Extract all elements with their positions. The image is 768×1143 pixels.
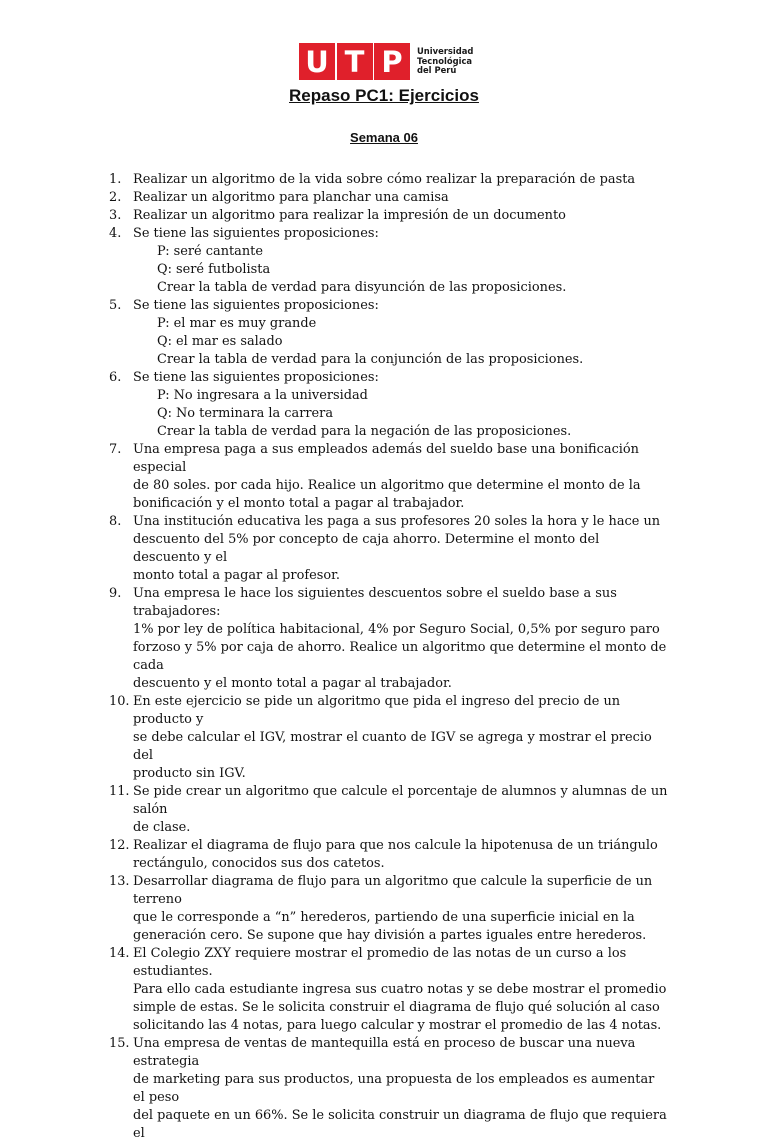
item-number: 8. bbox=[109, 514, 122, 529]
item-number: 4. bbox=[109, 226, 122, 241]
item-text-line: Se pide crear un algoritmo que calcule el porcentaje de alumnos y alumnas de un salón bbox=[133, 784, 668, 817]
item-sub-line: Q: seré futbolista bbox=[157, 262, 271, 277]
item-text-line: Realizar el diagrama de flujo para que nos calcule la hipotenusa de un triángulo bbox=[133, 838, 658, 853]
list-item bbox=[0, 207, 768, 225]
logo-letter-p: P bbox=[374, 43, 410, 80]
item-text-line: de clase. bbox=[133, 820, 191, 835]
item-text-line: producto sin IGV. bbox=[133, 766, 246, 781]
item-number: 14. bbox=[109, 946, 130, 961]
item-text-line: monto total a pagar al profesor. bbox=[133, 568, 340, 583]
utp-logo bbox=[299, 43, 473, 80]
item-text-line: Se tiene las siguientes proposiciones: bbox=[133, 226, 379, 241]
list-item bbox=[0, 1035, 768, 1143]
item-number: 3. bbox=[109, 208, 122, 223]
item-text-line: En este ejercicio se pide un algoritmo que pida el ingreso del precio de un producto y bbox=[133, 694, 621, 727]
item-text-line: solicitando las 4 notas, para luego calcular y mostrar el promedio de las 4 notas. bbox=[133, 1018, 662, 1033]
item-number: 10. bbox=[109, 694, 130, 709]
exercise-list bbox=[0, 171, 768, 1143]
item-sub-line: Q: No terminara la carrera bbox=[157, 406, 334, 421]
item-text-line: simple de estas. Se le solicita construir el diagrama de flujo qué solución al caso bbox=[133, 1000, 660, 1015]
list-item bbox=[0, 693, 768, 783]
logo-text-line: Universidad bbox=[417, 46, 474, 57]
page-subtitle: Semana 06 bbox=[350, 130, 418, 145]
logo-letters bbox=[299, 43, 410, 80]
item-text-line: Para ello cada estudiante ingresa sus cuatro notas y se debe mostrar el promedio bbox=[133, 982, 667, 997]
item-number: 1. bbox=[109, 172, 122, 187]
item-sub-line: Crear la tabla de verdad para la negación de las proposiciones. bbox=[157, 424, 572, 439]
list-item bbox=[0, 369, 768, 441]
item-text-line: generación cero. Se supone que hay división a partes iguales entre herederos. bbox=[133, 928, 647, 943]
item-text-line: se debe calcular el IGV, mostrar el cuanto de IGV se agrega y mostrar el precio del bbox=[133, 730, 652, 763]
item-text-line: 1% por ley de política habitacional, 4% por Seguro Social, 0,5% por seguro paro bbox=[133, 622, 660, 637]
item-text-line: El Colegio ZXY requiere mostrar el promedio de las notas de un curso a los estudiantes. bbox=[133, 946, 627, 979]
item-text-line: Realizar un algoritmo para planchar una camisa bbox=[133, 190, 449, 205]
item-text-line: rectángulo, conocidos sus dos catetos. bbox=[133, 856, 385, 871]
list-item bbox=[0, 171, 768, 189]
item-number: 12. bbox=[109, 838, 130, 853]
item-number: 13. bbox=[109, 874, 130, 889]
item-text-line: de marketing para sus productos, una propuesta de los empleados es aumentar el peso bbox=[133, 1072, 655, 1105]
item-text-line: forzoso y 5% por caja de ahorro. Realice un algoritmo que determine el monto de cada bbox=[133, 640, 667, 673]
item-number: 6. bbox=[109, 370, 122, 385]
item-text-line: descuento y el monto total a pagar al trabajador. bbox=[133, 676, 452, 691]
item-number: 11. bbox=[109, 784, 130, 799]
list-item bbox=[0, 837, 768, 873]
item-text-line: Realizar un algoritmo de la vida sobre cómo realizar la preparación de pasta bbox=[133, 172, 636, 187]
item-text-line: Se tiene las siguientes proposiciones: bbox=[133, 370, 379, 385]
item-text-line: de 80 soles. por cada hijo. Realice un algoritmo que determine el monto de la bbox=[133, 478, 641, 493]
page-title: Repaso PC1: Ejercicios bbox=[289, 86, 479, 105]
item-text-line: Desarrollar diagrama de flujo para un algoritmo que calcule la superficie de un terreno bbox=[133, 874, 653, 907]
item-text-line: Una empresa paga a sus empleados además del sueldo base una bonificación especial bbox=[133, 442, 639, 475]
logo-text bbox=[417, 47, 473, 75]
item-number: 7. bbox=[109, 442, 122, 457]
item-sub-line: P: No ingresara a la universidad bbox=[157, 388, 368, 403]
logo-letter-t: T bbox=[337, 43, 373, 80]
list-item bbox=[0, 297, 768, 369]
list-item bbox=[0, 945, 768, 1035]
item-text-line: Realizar un algoritmo para realizar la impresión de un documento bbox=[133, 208, 566, 223]
item-text-line: Una empresa le hace los siguientes descuentos sobre el sueldo base a sus trabajadores: bbox=[133, 586, 617, 619]
item-text-line: descuento del 5% por concepto de caja ahorro. Determine el monto del descuento y el bbox=[133, 532, 600, 565]
item-number: 5. bbox=[109, 298, 122, 313]
logo-text-line: Tecnológica bbox=[417, 55, 473, 66]
list-item bbox=[0, 441, 768, 513]
list-item bbox=[0, 189, 768, 207]
item-number: 15. bbox=[109, 1036, 130, 1051]
logo-letter-u: U bbox=[299, 43, 335, 80]
item-sub-line: Crear la tabla de verdad para la conjunción de las proposiciones. bbox=[157, 352, 584, 367]
item-sub-line: Crear la tabla de verdad para disyunción de las proposiciones. bbox=[157, 280, 567, 295]
item-number: 9. bbox=[109, 586, 122, 601]
list-item bbox=[0, 513, 768, 585]
list-item bbox=[0, 873, 768, 945]
item-text-line: Una empresa de ventas de mantequilla está en proceso de buscar una nueva estrategia bbox=[133, 1036, 636, 1069]
item-text-line: que le corresponde a “n” herederos, partiendo de una superficie inicial en la bbox=[133, 910, 635, 925]
list-item bbox=[0, 585, 768, 693]
item-number: 2. bbox=[109, 190, 122, 205]
item-sub-line: Q: el mar es salado bbox=[157, 334, 283, 349]
list-item bbox=[0, 225, 768, 297]
item-sub-line: P: el mar es muy grande bbox=[157, 316, 317, 331]
item-text-line: Se tiene las siguientes proposiciones: bbox=[133, 298, 379, 313]
item-sub-line: P: seré cantante bbox=[157, 244, 263, 259]
list-item bbox=[0, 783, 768, 837]
item-text-line: del paquete en un 66%. Se le solicita construir un diagrama de flujo que requiera el bbox=[133, 1108, 667, 1141]
item-text-line: Una institución educativa les paga a sus profesores 20 soles la hora y le hace un bbox=[133, 514, 661, 529]
item-text-line: bonificación y el monto total a pagar al trabajador. bbox=[133, 496, 465, 511]
logo-text-line: del Perú bbox=[417, 65, 457, 76]
